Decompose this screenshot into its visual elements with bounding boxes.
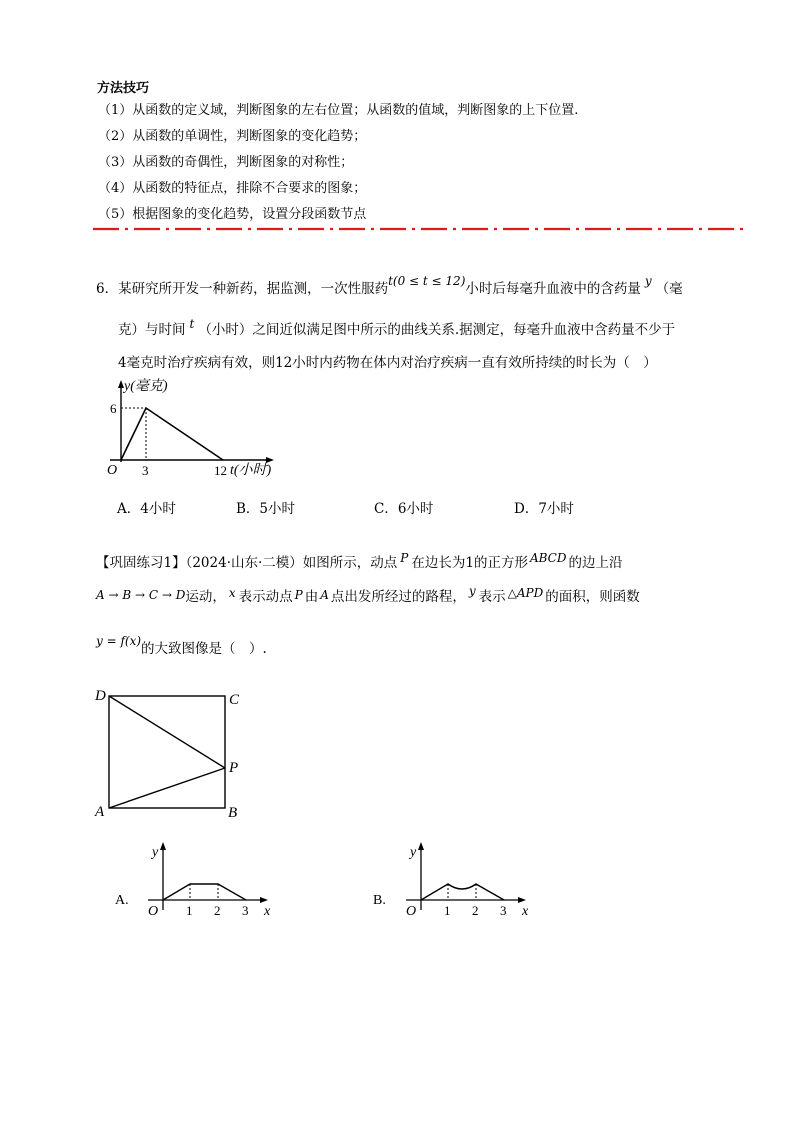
q6-time-range: t(0 ≤ t ≤ 12) [388,274,466,288]
practice1-text-a: 如图所示，动点 [302,555,398,571]
option-b-tick-1: 1 [444,903,451,918]
option-b-label: B. [373,893,386,908]
q6-choice-b[interactable]: B．5小时 [236,501,296,517]
option-a-label: A. [115,893,129,908]
practice1-line3 [96,634,267,657]
practice1-text-h: 表示 [478,589,506,605]
practice1-text-c: 的边上沿 [568,555,623,571]
practice1-var-y: y [468,584,476,598]
q6-curve [121,408,223,460]
tip-item-2: （2）从函数的单调性，判断图象的变化趋势； [98,129,367,144]
segment-ap [109,768,225,808]
practice1-triangle: △APD [507,586,544,600]
q6-x-label: t(小时) [230,463,272,478]
option-a-tick-3: 3 [242,903,249,918]
practice1-path: A → B → C → D [96,588,186,602]
practice1-func: y = f(x) [96,634,142,648]
option-b-tick-3: 3 [500,903,507,918]
q6-choice-a[interactable]: A．4小时 [117,501,176,517]
practice1-var-x: x [228,586,236,600]
q6-origin: O [107,463,118,478]
option-b-x-arrow [518,897,526,903]
option-b-graph[interactable] [370,838,540,923]
option-a-curve [163,884,246,900]
tip-item-3: （3）从函数的奇偶性，判断图象的对称性； [98,155,354,170]
square-figure [92,684,252,824]
question6-line2 [118,318,675,338]
option-b-origin: O [406,904,417,919]
q6-tick-6: 6 [110,401,117,416]
practice1-line2 [96,585,640,605]
practice1-var-a: A [320,588,329,602]
option-a-y-arrow [160,842,166,850]
question6-line1 [96,274,683,297]
practice1-tag: 【巩固练习1】 [96,555,186,571]
practice1-text-j: 的大致图像是（ ）. [141,641,267,657]
q6-text-b: 小时后每毫升血液中的含药量 [465,281,641,297]
practice1-text-f: 由 [304,589,319,605]
tips-title: 方法技巧 [97,81,150,96]
option-a-graph[interactable] [112,838,282,923]
q6-choice-c[interactable]: C．6小时 [374,501,434,517]
practice1-var-p2: P [294,588,303,602]
q6-tick-12: 12 [214,463,227,478]
practice1-text-b: 在边长为1的正方形 [411,555,528,571]
practice1-text-d: 运动， [185,589,226,605]
practice1-text-g: 点出发所经过的路程， [330,589,466,605]
segment-dp [109,696,225,768]
option-b-y-label: y [410,845,417,860]
practice1-text-i: 的面积，则函数 [545,589,640,605]
q6-text-c: （毫 [655,281,683,297]
practice1-var-p: P [400,551,409,565]
q6-tick-3: 3 [142,463,149,478]
practice1-text-e: 表示动点 [238,589,293,605]
option-a-origin: O [148,904,159,919]
q6-y-label: y(毫克) [124,379,168,394]
label-c: C [229,692,240,708]
tip-item-4: （4）从函数的特征点，排除不合要求的图象； [98,181,367,196]
option-a-tick-1: 1 [186,903,193,918]
option-b-y-arrow [418,842,424,850]
practice1-line1 [96,551,622,571]
q6-text-e: （小时）之间近似满足图中所示的曲线关系.据测定，每毫升血液中含药量不少于 [198,322,676,338]
tip-item-5: （5）根据图象的变化趋势，设置分段函数节点 [98,207,367,222]
option-a-y-label: y [152,845,159,860]
q6-graph [100,378,290,478]
q6-var-y: y [644,274,652,288]
option-a-tick-2: 2 [214,903,221,918]
question6-line3: 4毫克时治疗疾病有效，则12小时内药物在体内对治疗疾病一直有效所持续的时长为（ ） [118,355,657,371]
label-b: B [228,805,238,821]
square-abcd [109,696,225,808]
option-b-tick-2: 2 [472,903,479,918]
practice1-source: （2024·山东·二模） [185,555,303,571]
q6-var-t: t [189,317,195,331]
practice1-abcd: ABCD [529,551,567,565]
q6-choice-d[interactable]: D．7小时 [514,501,574,517]
option-a-x-arrow [260,897,268,903]
tip-item-1: （1）从函数的定义域，判断图象的左右位置；从函数的值域，判断图象的上下位置. [98,103,579,118]
option-b-x-label: x [522,904,529,919]
option-b-curve [421,884,504,900]
option-a-x-label: x [264,904,271,919]
q6-text-d: 克）与时间 [118,322,186,338]
label-d: D [95,688,106,704]
label-p: P [229,760,239,776]
section-divider [93,226,748,232]
label-a: A [95,804,105,820]
q6-text-a: 6．某研究所开发一种新药，据监测，一次性服药 [96,281,389,297]
